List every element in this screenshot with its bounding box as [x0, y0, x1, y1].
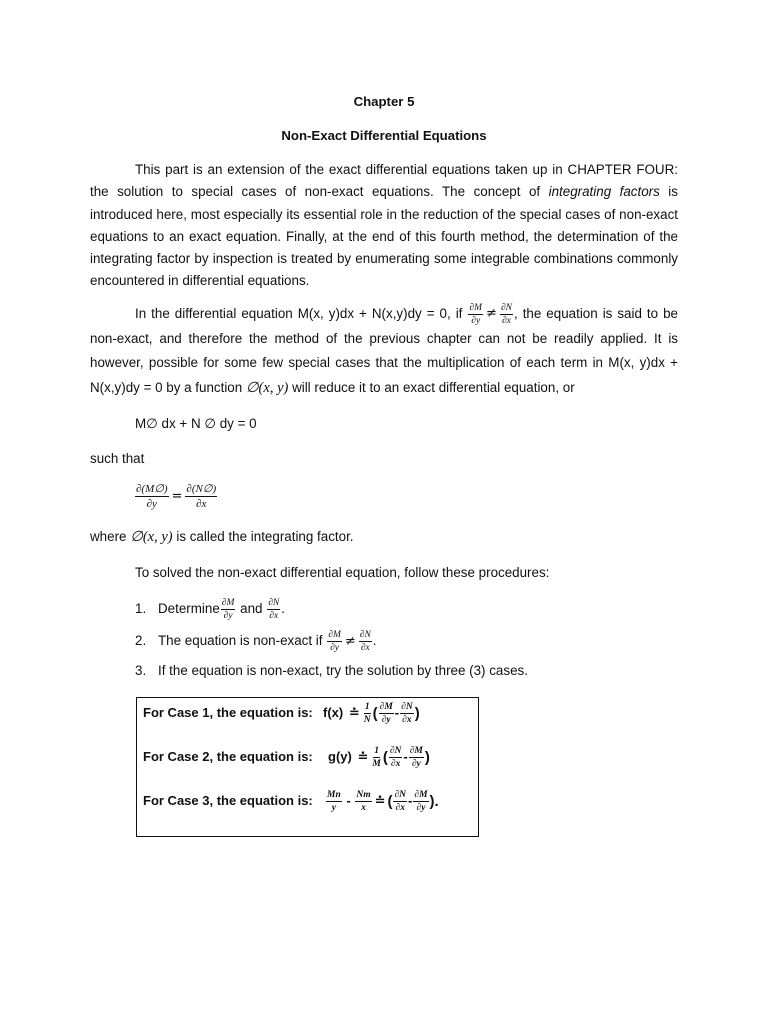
case1-coef: $\frac{1}{N}$	[363, 702, 371, 725]
case-2: For Case 2, the equation is: g(y) ≐ $\frac{1}{M}$ ( $\frac{\partial N}{\partial x}$ - $\frac{\partial M}{\partial y}$ )	[143, 746, 430, 769]
chapter-label: Chapter 5	[353, 94, 415, 109]
such-that-text: such that	[90, 451, 145, 466]
case3-mn-y: $\frac{Mn}{y}$	[327, 790, 341, 813]
equals-sign: =	[171, 489, 183, 504]
procedure-intro: To solved the non-exact differential equation, follow these procedures:	[135, 565, 550, 580]
step2-dn-dx: $\frac{\partial N}{\partial x}$	[359, 630, 371, 653]
case2-term2: $\frac{\partial M}{\partial y}$	[409, 746, 423, 769]
where-line: where ∅(x, y) is called the integrating factor.	[90, 529, 354, 545]
nonexact-text-1: In the differential equation M(x, y)dx + N(x,y)dy = 0, if	[135, 306, 468, 321]
case2-term1: $\frac{\partial N}{\partial x}$	[389, 746, 402, 769]
rhs-fraction: $\frac{\partial(N\emptyset)}{\partial x}$	[186, 483, 217, 510]
case3-nm-x: $\frac{Nm}{x}$	[356, 790, 371, 813]
case3-term2: $\frac{\partial M}{\partial y}$	[414, 790, 428, 813]
cases-box	[136, 697, 479, 837]
case1-term1: $\frac{\partial M}{\partial y}$	[379, 702, 393, 725]
case2-coef: $\frac{1}{M}$	[372, 746, 381, 769]
intro-text-2: is introduced here, most especially its essential role in the reduction of the special cases of non-exact equations to an exact equation. Finally, at the end of this fourth method, the determination of the integrating factor by inspection is treated by enumerating some integrable combinations commonly encountered in differential equations.	[90, 184, 678, 289]
exactness-condition	[134, 483, 218, 510]
dn-dx-fraction: $\frac{\partial N}{\partial x}$	[500, 302, 512, 326]
exact-equation-line: M∅ dx + N ∅ dy = 0	[135, 416, 257, 431]
intro-paragraph	[90, 159, 678, 293]
step-1: 1. Determine $\frac{\partial M}{\partial y}$ and $\frac{\partial N}{\partial x}$ .	[135, 598, 285, 621]
not-equal-sign: ≠	[486, 306, 497, 322]
dm-dy-fraction: $\frac{\partial M}{\partial y}$	[469, 302, 483, 326]
case-3: For Case 3, the equation is: $\frac{Mn}{y}$ - $\frac{Nm}{x}$ ≐ ( $\frac{\partial N}{\partial x}$ - $\frac{\partial M}{\partial y}$ ).	[143, 790, 439, 813]
case-1: For Case 1, the equation is: f(x) ≐ $\frac{1}{N}$ ( $\frac{\partial M}{\partial y}$ - $\frac{\partial N}{\partial x}$ )	[143, 702, 420, 725]
case3-term1: $\frac{\partial N}{\partial x}$	[394, 790, 407, 813]
step-3: 3. If the equation is non-exact, try the solution by three (3) cases.	[135, 663, 528, 678]
lhs-fraction: $\frac{\partial(M\emptyset)}{\partial y}$	[136, 483, 168, 510]
step1-dn-dx: $\frac{\partial N}{\partial x}$	[268, 598, 280, 621]
phi-function: ∅(x, y)	[245, 379, 289, 396]
intro-text-1: This part is an extension of the exact differential equations taken up in CHAPTER FOUR: the solution to special cases of non-exact equations. The concept of	[90, 162, 678, 200]
intro-emphasis: integrating factors	[548, 184, 660, 200]
phi-function-2: ∅(x, y)	[130, 529, 173, 545]
chapter-title: Non-Exact Differential Equations	[281, 128, 487, 143]
step2-dm-dy: $\frac{\partial M}{\partial y}$	[328, 630, 341, 653]
step-2: 2. The equation is non-exact if $\frac{\partial M}{\partial y}$ ≠ $\frac{\partial N}{\partial x}$ .	[135, 630, 377, 653]
step1-dm-dy: $\frac{\partial M}{\partial y}$	[221, 598, 235, 621]
nonexact-text-3: will reduce it to an exact differential equation, or	[288, 379, 575, 395]
nonexact-paragraph	[90, 302, 678, 400]
case1-term2: $\frac{\partial N}{\partial x}$	[401, 702, 413, 725]
nonexact-text-2: , the equation is said to be non-exact, and therefore the method of the previous chapter can not be readily applied. It is however, possible for some few special cases that the multiplication of each term in M(x, y)dx + N(x,y)dy = 0 by a function	[90, 306, 679, 395]
